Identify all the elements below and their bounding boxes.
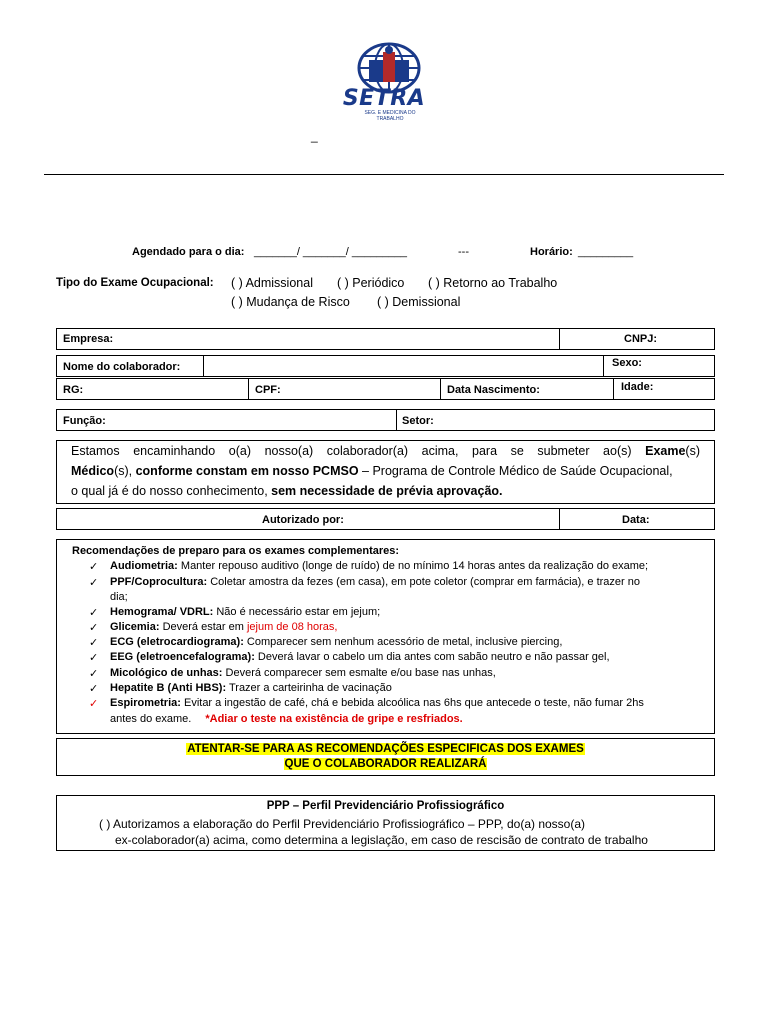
schedule-time-blank[interactable]: _________ bbox=[578, 246, 634, 258]
sexo-cell[interactable] bbox=[603, 356, 716, 376]
referral-line-2: Médico(s), conforme constam em nosso PCMSO – Programa de Controle Médico de Saúde Ocupacional, bbox=[71, 464, 673, 478]
referral-paragraph bbox=[56, 440, 715, 504]
header-dash: _ bbox=[311, 129, 318, 143]
nascimento-label: Data Nascimento: bbox=[447, 384, 540, 396]
authorization-date-label: Data: bbox=[622, 514, 650, 526]
row-autorizacao bbox=[56, 508, 715, 530]
row-nome bbox=[56, 355, 715, 377]
attention-line-1: ATENTAR-SE PARA AS RECOMENDAÇÕES ESPECIFICAS DOS EXAMES bbox=[187, 743, 584, 755]
recommendations-box: Recomendações de preparo para os exames complementares: ✓ Audiometria: Manter repouso auditivo (longe de ruído) de no mínimo 14 horas antes da realização do exame; ✓ PPF/Coprocultura: Coletar amostra da fezes (em casa), em pote coletor (comprar em farmácia), e trazer no dia; ✓ Hemograma/ VDRL: Não é necessário estar em jejum; ✓ Glicemia: Deverá estar em jejum de 08 horas, ✓ ECG (eletrocardiograma): Comparecer sem nenhum acessório de metal, inclusive piercing, ✓ EEG (eletroencefalograma): Deverá lavar o cabelo um dia antes com sabão neutro e não passar gel, ✓ Micológico de unhas: Deverá comparecer sem esmalte e/ou base nas unhas, ✓ Hepatite B (Anti HBS): Trazer a carteirinha de vacinação ✓ Espirometria: Evitar a ingestão de café, chá e bebida alcoólica nas 6hs que antecede o teste, não fumar 2hs antes do exame. *Adiar o teste na existência de gripe e resfriados. bbox=[56, 539, 715, 734]
check-icon: ✓ bbox=[89, 668, 99, 680]
referral-line-1: Estamos encaminhando o(a) nosso(a) colaborador(a) acima, para se submeter ao(s) Exame(s) bbox=[71, 444, 700, 458]
setor-cell[interactable] bbox=[396, 410, 716, 430]
nome-field[interactable] bbox=[203, 356, 603, 376]
schedule-separator: --- bbox=[458, 246, 469, 258]
check-icon: ✓ bbox=[89, 607, 99, 619]
option-demissional[interactable]: ( ) Demissional bbox=[377, 295, 461, 309]
ppp-box bbox=[56, 795, 715, 851]
idade-cell[interactable] bbox=[613, 379, 716, 399]
check-icon: ✓ bbox=[89, 652, 99, 664]
empresa-label: Empresa: bbox=[63, 333, 114, 345]
option-mudanca-risco[interactable]: ( ) Mudança de Risco bbox=[231, 295, 350, 309]
ppp-title: PPP – Perfil Previdenciário Profissiográfico bbox=[266, 800, 505, 812]
cpf-cell[interactable] bbox=[248, 379, 440, 399]
cpf-label: CPF: bbox=[255, 384, 281, 396]
authorization-date-cell[interactable] bbox=[559, 509, 716, 529]
rg-label: RG: bbox=[63, 384, 84, 396]
referral-line-3: o qual já é do nosso conhecimento, sem necessidade de prévia aprovação. bbox=[71, 484, 503, 498]
logo-tagline: SEG. E MEDICINA DO TRABALHO bbox=[364, 110, 416, 122]
ppp-authorization-line-2: ex-colaborador(a) acima, como determina a legislação, em caso de rescisão de contrato de trabalho bbox=[115, 833, 648, 847]
check-icon: ✓ bbox=[89, 637, 99, 649]
attention-line-2: QUE O COLABORADOR REALIZARÁ bbox=[284, 758, 487, 770]
cnpj-label: CNPJ: bbox=[624, 333, 658, 345]
schedule-date-blank[interactable]: _______/ _______/ _________ bbox=[254, 246, 407, 258]
check-icon: ✓ bbox=[89, 577, 99, 589]
ppp-authorization-line[interactable]: ( ) Autorizamos a elaboração do Perfil Previdenciário Profissiográfico – PPP, do(a) nosso(a) bbox=[99, 817, 586, 831]
schedule-date-label: Agendado para o dia: bbox=[132, 246, 245, 258]
header-divider bbox=[44, 174, 724, 175]
recommendations-title: Recomendações de preparo para os exames complementares: bbox=[72, 545, 400, 557]
check-icon: ✓ bbox=[89, 561, 99, 573]
sexo-label: Sexo: bbox=[612, 357, 642, 369]
row-empresa bbox=[56, 328, 715, 350]
option-periodico[interactable]: ( ) Periódico bbox=[337, 276, 405, 290]
check-icon: ✓ bbox=[89, 698, 99, 710]
logo-wordmark: SETRA bbox=[342, 86, 426, 111]
schedule-time-label: Horário: bbox=[530, 246, 573, 258]
row-documentos bbox=[56, 378, 715, 400]
cnpj-cell[interactable] bbox=[559, 329, 716, 349]
option-admissional[interactable]: ( ) Admissional bbox=[231, 276, 313, 290]
row-funcao bbox=[56, 409, 715, 431]
setor-label: Setor: bbox=[402, 415, 434, 427]
check-icon: ✓ bbox=[89, 622, 99, 634]
option-retorno[interactable]: ( ) Retorno ao Trabalho bbox=[428, 276, 558, 290]
attention-box bbox=[56, 738, 715, 776]
nascimento-cell[interactable] bbox=[440, 379, 613, 399]
nome-label: Nome do colaborador: bbox=[63, 361, 181, 373]
check-icon: ✓ bbox=[89, 683, 99, 695]
schedule-line bbox=[132, 246, 652, 264]
idade-label: Idade: bbox=[621, 381, 654, 393]
funcao-label: Função: bbox=[63, 415, 106, 427]
exam-type-label: Tipo do Exame Ocupacional: bbox=[56, 277, 214, 289]
authorized-by-label: Autorizado por: bbox=[262, 514, 344, 526]
